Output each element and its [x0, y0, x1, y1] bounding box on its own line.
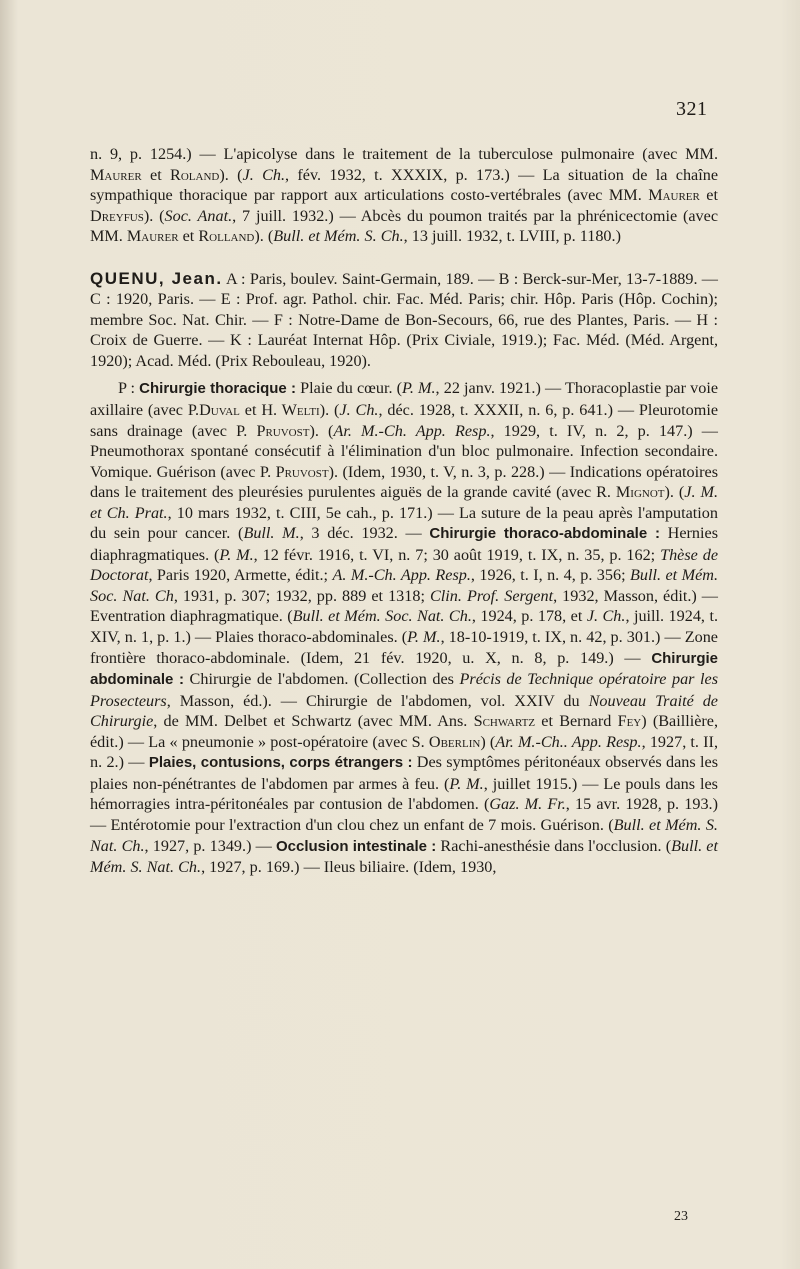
section-heading: Chirurgie thoracique :: [139, 380, 297, 398]
small-caps-name: P. Pruvost: [236, 421, 310, 440]
italic-text: P. M.: [402, 379, 436, 398]
section-heading: Chirurgie abdominale :: [90, 649, 718, 689]
small-caps-name: Oberlin: [428, 732, 481, 751]
text-run: P :: [118, 379, 140, 398]
text-run: et: [699, 186, 718, 205]
text-run: , juillet 1915.) — Le pouls dans les hémorragies intra-péritonéales par contusion de l'abdomen. (: [90, 774, 718, 814]
text-run: , déc. 1928, t. XXXII, n. 6, p. 641.) — Pleurotomie sans drainage (avec: [90, 401, 719, 440]
text-run: ). (: [664, 483, 685, 502]
text-run: , 3 déc. 1932. —: [299, 524, 430, 543]
italic-text: Clin. Prof. Sergent: [430, 586, 554, 605]
small-caps-name: Dreyfus: [90, 206, 144, 225]
text-run: ). (: [143, 206, 165, 225]
small-caps-name: R. Mignot: [596, 483, 665, 502]
small-caps-name: Maurer: [126, 227, 179, 246]
italic-text: J. Ch.: [242, 165, 286, 184]
text-run: , 12 févr. 1916, t. VI, n. 7; 30 août 1919, t. IX, n. 35, p. 162;: [253, 545, 661, 564]
section-heading: Plaies, contusions, corps étrangers :: [148, 754, 413, 772]
italic-text: P. M.: [219, 545, 254, 564]
section-heading: Occlusion intestinale :: [275, 837, 437, 855]
italic-text: Bull. et Mém. S. Ch.: [273, 227, 404, 246]
text-run: , 1927, p. 1349.) —: [144, 836, 276, 855]
italic-text: Bull. et Mém. Soc. Nat. Ch.: [292, 607, 472, 626]
small-caps-name: H. Welti: [261, 401, 320, 420]
small-caps-name: Schwartz: [473, 712, 536, 731]
author-name: QUENU, Jean.: [90, 268, 223, 288]
author-entry-quenu: [90, 269, 718, 372]
page-number: 321: [676, 98, 708, 120]
italic-text: J. Ch.: [339, 401, 379, 420]
text-run: Hernies diaphragmatiques. (: [90, 524, 719, 564]
text-run: , 1932, Masson, édit.) — Eventration diaphragmatique. (: [90, 586, 718, 626]
small-caps-name: Maurer: [90, 165, 142, 184]
text-run: n. 9, p. 1254.) — L'apicolyse dans le traitement de la tuberculose pulmonaire (avec MM.: [90, 145, 718, 163]
text-run: , fév. 1932, t. XXXIX, p. 173.) — La situation de la chaîne sympathique thoracique par rapport aux articulations costo-vertébrales (avec MM.: [90, 165, 719, 205]
text-run: et Bernard: [535, 712, 618, 731]
text-run: et: [239, 401, 262, 420]
text-run: , 10 mars 1932, t. CIII, 5e cah., p. 171.) — La suture de la peau après l'amputation du sein pour cancer. (: [90, 503, 718, 543]
publications-paragraph: [90, 378, 718, 877]
text-run: , 1927, p. 169.) — Ileus biliaire. (Idem, 1930,: [201, 858, 497, 877]
text-run: ) (Baillière, édit.) — La « pneumonie » post-opératoire (avec S.: [90, 712, 719, 751]
text-run: , 1926, t. I, n. 4, p. 356;: [470, 566, 631, 585]
text-run: , 1927, t. II, n. 2.) —: [90, 732, 718, 772]
small-caps-name: Fey: [617, 712, 642, 731]
italic-text: Soc. Anat.: [164, 206, 233, 225]
italic-text: J. Ch.: [586, 607, 626, 626]
italic-text: Ar. M.-Ch. App. Resp.: [333, 421, 491, 440]
small-caps-name: P. Pruvost: [259, 462, 329, 481]
italic-text: P. M.: [449, 774, 484, 793]
body-text: [90, 144, 718, 878]
italic-text: Bull. et Mém. S. Nat. Ch.: [90, 815, 718, 855]
text-run: Chirurgie de l'abdomen. (Collection des: [184, 670, 460, 689]
text-run: , 1929, t. IV, n. 2, p. 147.) — Pneumothorax spontané consécutif à l'élimination d'un bloc pulmonaire. Infection secondaire. Vomique. Guérison (avec: [90, 421, 718, 481]
italic-text: Précis de Technique opératoire par les Prosecteurs: [90, 670, 719, 710]
text-run: , de MM. Delbet et Schwartz (avec MM. Ans.: [153, 712, 474, 731]
text-run: ). (: [219, 165, 243, 184]
text-run: Rachi-anesthésie dans l'occlusion. (: [436, 836, 672, 855]
paragraph-continuation: [90, 144, 718, 247]
text-run: , juill. 1924, t. XIV, n. 1, p. 1.) — Plaies thoraco-abdominales. (: [90, 607, 718, 647]
small-caps-name: Rolland: [198, 227, 255, 246]
small-caps-name: Maurer: [648, 186, 700, 205]
section-heading: Chirurgie thoraco-abdominale :: [429, 525, 660, 543]
italic-text: Thèse de Doctorat: [90, 545, 719, 585]
text-run: ). (: [309, 421, 334, 440]
signature-mark: 23: [674, 1209, 688, 1224]
text-run: Des symptômes péritonéaux observés dans les plaies non-pénétrantes de l'abdomen par armes à feu. (: [90, 753, 719, 793]
text-run: ). (: [319, 401, 340, 420]
italic-text: Bull. et Mém. Soc. Nat. Ch: [90, 566, 718, 605]
text-run: , 1931, p. 307; 1932, pp. 889 et 1318;: [173, 586, 430, 605]
text-run: , 22 janv. 1921.) — Thoracoplastie par voie axillaire (avec: [90, 379, 718, 420]
text-run: ). (Idem, 1930, t. V, n. 3, p. 228.) — Indications opératoires dans le traitement des pleurésies purulentes aiguës de la grande cavité (avec: [90, 462, 718, 502]
italic-text: P. M.: [407, 628, 441, 647]
text-run: ) (: [480, 732, 496, 751]
text-run: , 18-10-1919, t. IX, n. 42, p. 301.) — Zone frontière thoraco-abdominale. (Idem, 21 fév. 1920, u. X, n. 8, p. 149.) —: [90, 628, 718, 667]
text-run: , Paris 1920, Armette, édit.;: [148, 566, 333, 585]
text-run: , 13 juill. 1932, t. LVIII, p. 1180.): [403, 227, 621, 246]
text-run: et: [141, 165, 171, 184]
italic-text: Bull. M.: [243, 524, 300, 543]
small-caps-name: P.Duval: [187, 401, 240, 420]
italic-text: Nouveau Traité de Chirurgie: [90, 691, 718, 731]
text-run: , 15 avr. 1928, p. 193.) — Entérotomie pour l'extraction d'un clou chez un enfant de 7 mois. Guérison. (: [90, 795, 718, 834]
text-run: , Masson, éd.). — Chirurgie de l'abdomen, vol. XXIV du: [166, 691, 589, 710]
text-run: Plaie du cœur. (: [296, 379, 403, 398]
text-run: et: [178, 227, 199, 246]
italic-text: Gaz. M. Fr.: [489, 795, 566, 814]
italic-text: A. M.-Ch. App. Resp.: [332, 566, 471, 585]
italic-text: J. M. et Ch. Prat.: [90, 483, 719, 522]
text-run: ). (: [254, 227, 274, 246]
text-run: A : Paris, boulev. Saint-Germain, 189. — B : Berck-sur-Mer, 13-7-1889. — C : 1920, Paris. — E : Prof. agr. Pathol. chir. Fac. Méd. Paris; chir. Hôp. Paris (Hôp. Cochin); membre Soc. Nat. Chir. — F : Notre-Dame de Bon-Secours, 66, rue des Plantes, Paris. — H : Croix de Guerre. — K : Lauréat Internat Hôp. (Prix Civiale, 1919.); Fac. Méd. (Méd. Argent, 1920); Acad. Méd. (Prix Rebouleau, 1920).: [90, 269, 718, 370]
small-caps-name: Roland: [170, 165, 220, 184]
text-run: , 7 juill. 1932.) — Abcès du poumon traités par la phrénicectomie (avec MM.: [90, 206, 719, 246]
italic-text: Bull. et Mém. S. Nat. Ch.: [90, 836, 718, 877]
italic-text: Ar. M.-Ch.. App. Resp.: [495, 732, 642, 751]
text-run: , 1924, p. 178, et: [471, 607, 587, 626]
